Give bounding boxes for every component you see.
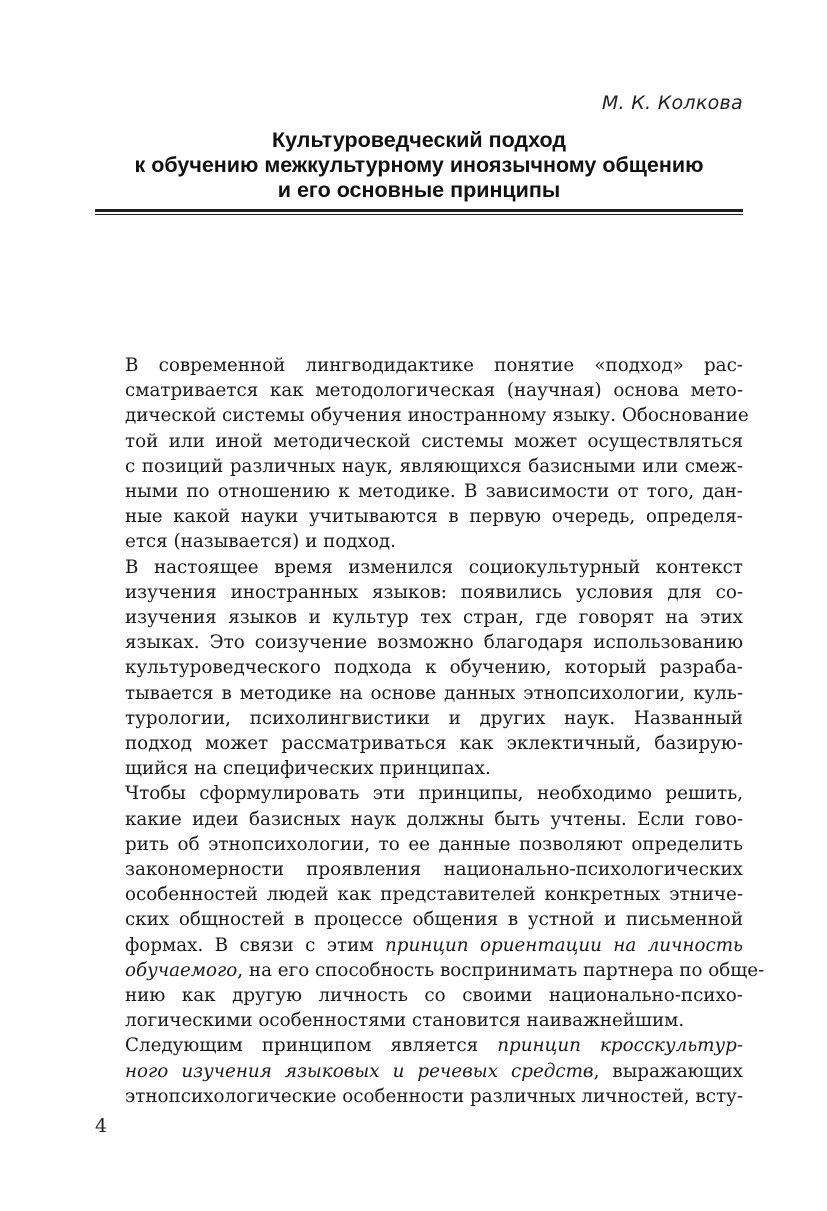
text-line: сматривается как методологическая (научная) основа мето-: [125, 380, 743, 402]
text-line: ских общностей в процессе общения в устной и письменной: [125, 909, 743, 931]
text-line: ется (называется) и подход.: [125, 531, 396, 553]
paragraph-3: [95, 781, 765, 1033]
text-line: дической системы обучения иностранному языку. Обоснование: [125, 405, 749, 427]
emphasis-principle-crosscultural-cont: ного изучения языковых и речевых средств: [125, 1060, 594, 1082]
text-line: изучения иностранных языков: появились условия для со-: [125, 581, 743, 603]
text-line: рить об этнопсихологии, то ее данные позволяют определить: [125, 833, 743, 855]
text-line: закономерности проявления национально-психологических: [125, 859, 743, 881]
article-body: [95, 353, 765, 1109]
text-line: ные какой науки учитываются в первую очередь, определя-: [125, 506, 743, 528]
text-line: ными по отношению к методике. В зависимости от того, дан-: [125, 481, 743, 503]
text-line: [95, 933, 743, 958]
text-line: нию как другую личность со своими национально-психо-: [125, 985, 743, 1007]
text-segment: , выражающих: [593, 1060, 743, 1082]
text-line: турологии, психолингвистики и других наук. Названный: [125, 707, 743, 729]
text-line: особенностей людей как представителей конкретных этниче-: [125, 884, 743, 906]
text-line: этнопсихологические особенности различных личностей, всту-: [125, 1085, 743, 1107]
text-line: [95, 958, 765, 983]
text-line: языках. Это соизучение возможно благодаря использованию: [125, 632, 743, 654]
text-line: культуроведческого подхода к обучению, который разраба-: [125, 657, 743, 679]
text-line: тывается в методике на основе данных этнопсихологии, куль-: [125, 682, 743, 704]
text-line: какие идеи базисных наук должны быть учтены. Если гово-: [125, 808, 743, 830]
text-line: изучения языков и культур тех стран, где говорят на этих: [125, 607, 743, 629]
title-line: и его основные принципы: [277, 178, 561, 202]
text-line: той или иной методической системы может осуществляться: [125, 430, 743, 452]
text-segment: Следующим принципом является: [125, 1035, 498, 1057]
text-line: В современной лингводидактике понятие «подход» рас-: [125, 355, 743, 376]
text-line: с позиций различных наук, являющихся базисными или смеж-: [125, 455, 743, 477]
title-line: Культуроведческий подход: [271, 128, 566, 152]
text-line: [95, 1059, 743, 1084]
text-line: логическими особенностями становится наиважнейшим.: [125, 1010, 685, 1032]
text-line: подход может рассматриваться как эклектичный, базирую-: [125, 733, 743, 755]
paragraph-2: [95, 555, 743, 782]
emphasis-principle-orientation: принцип ориентации на личность: [384, 934, 744, 956]
author-name: М. К. Колкова: [601, 92, 743, 114]
text-segment: формах. В связи с этим: [125, 934, 385, 956]
text-segment: , на его способность воспринимать партнера по обще-: [237, 959, 765, 981]
text-line: В настоящее время изменился социокультурный контекст: [125, 556, 743, 578]
paragraph-1: [95, 353, 749, 555]
title-line: к обучению межкультурному иноязычному общению: [134, 153, 704, 177]
paragraph-4: [95, 1033, 743, 1109]
emphasis-principle-orientation-cont: обучаемого: [125, 959, 238, 981]
text-line: Чтобы сформулировать эти принципы, необходимо решить,: [125, 783, 743, 805]
emphasis-principle-crosscultural: принцип кросскультур-: [497, 1035, 743, 1057]
text-line: [95, 1033, 743, 1058]
title-double-rule: [95, 209, 743, 215]
article-title: [95, 128, 743, 203]
text-line: щийся на специфических принципах.: [125, 758, 491, 780]
page-number: 4: [95, 1115, 108, 1137]
